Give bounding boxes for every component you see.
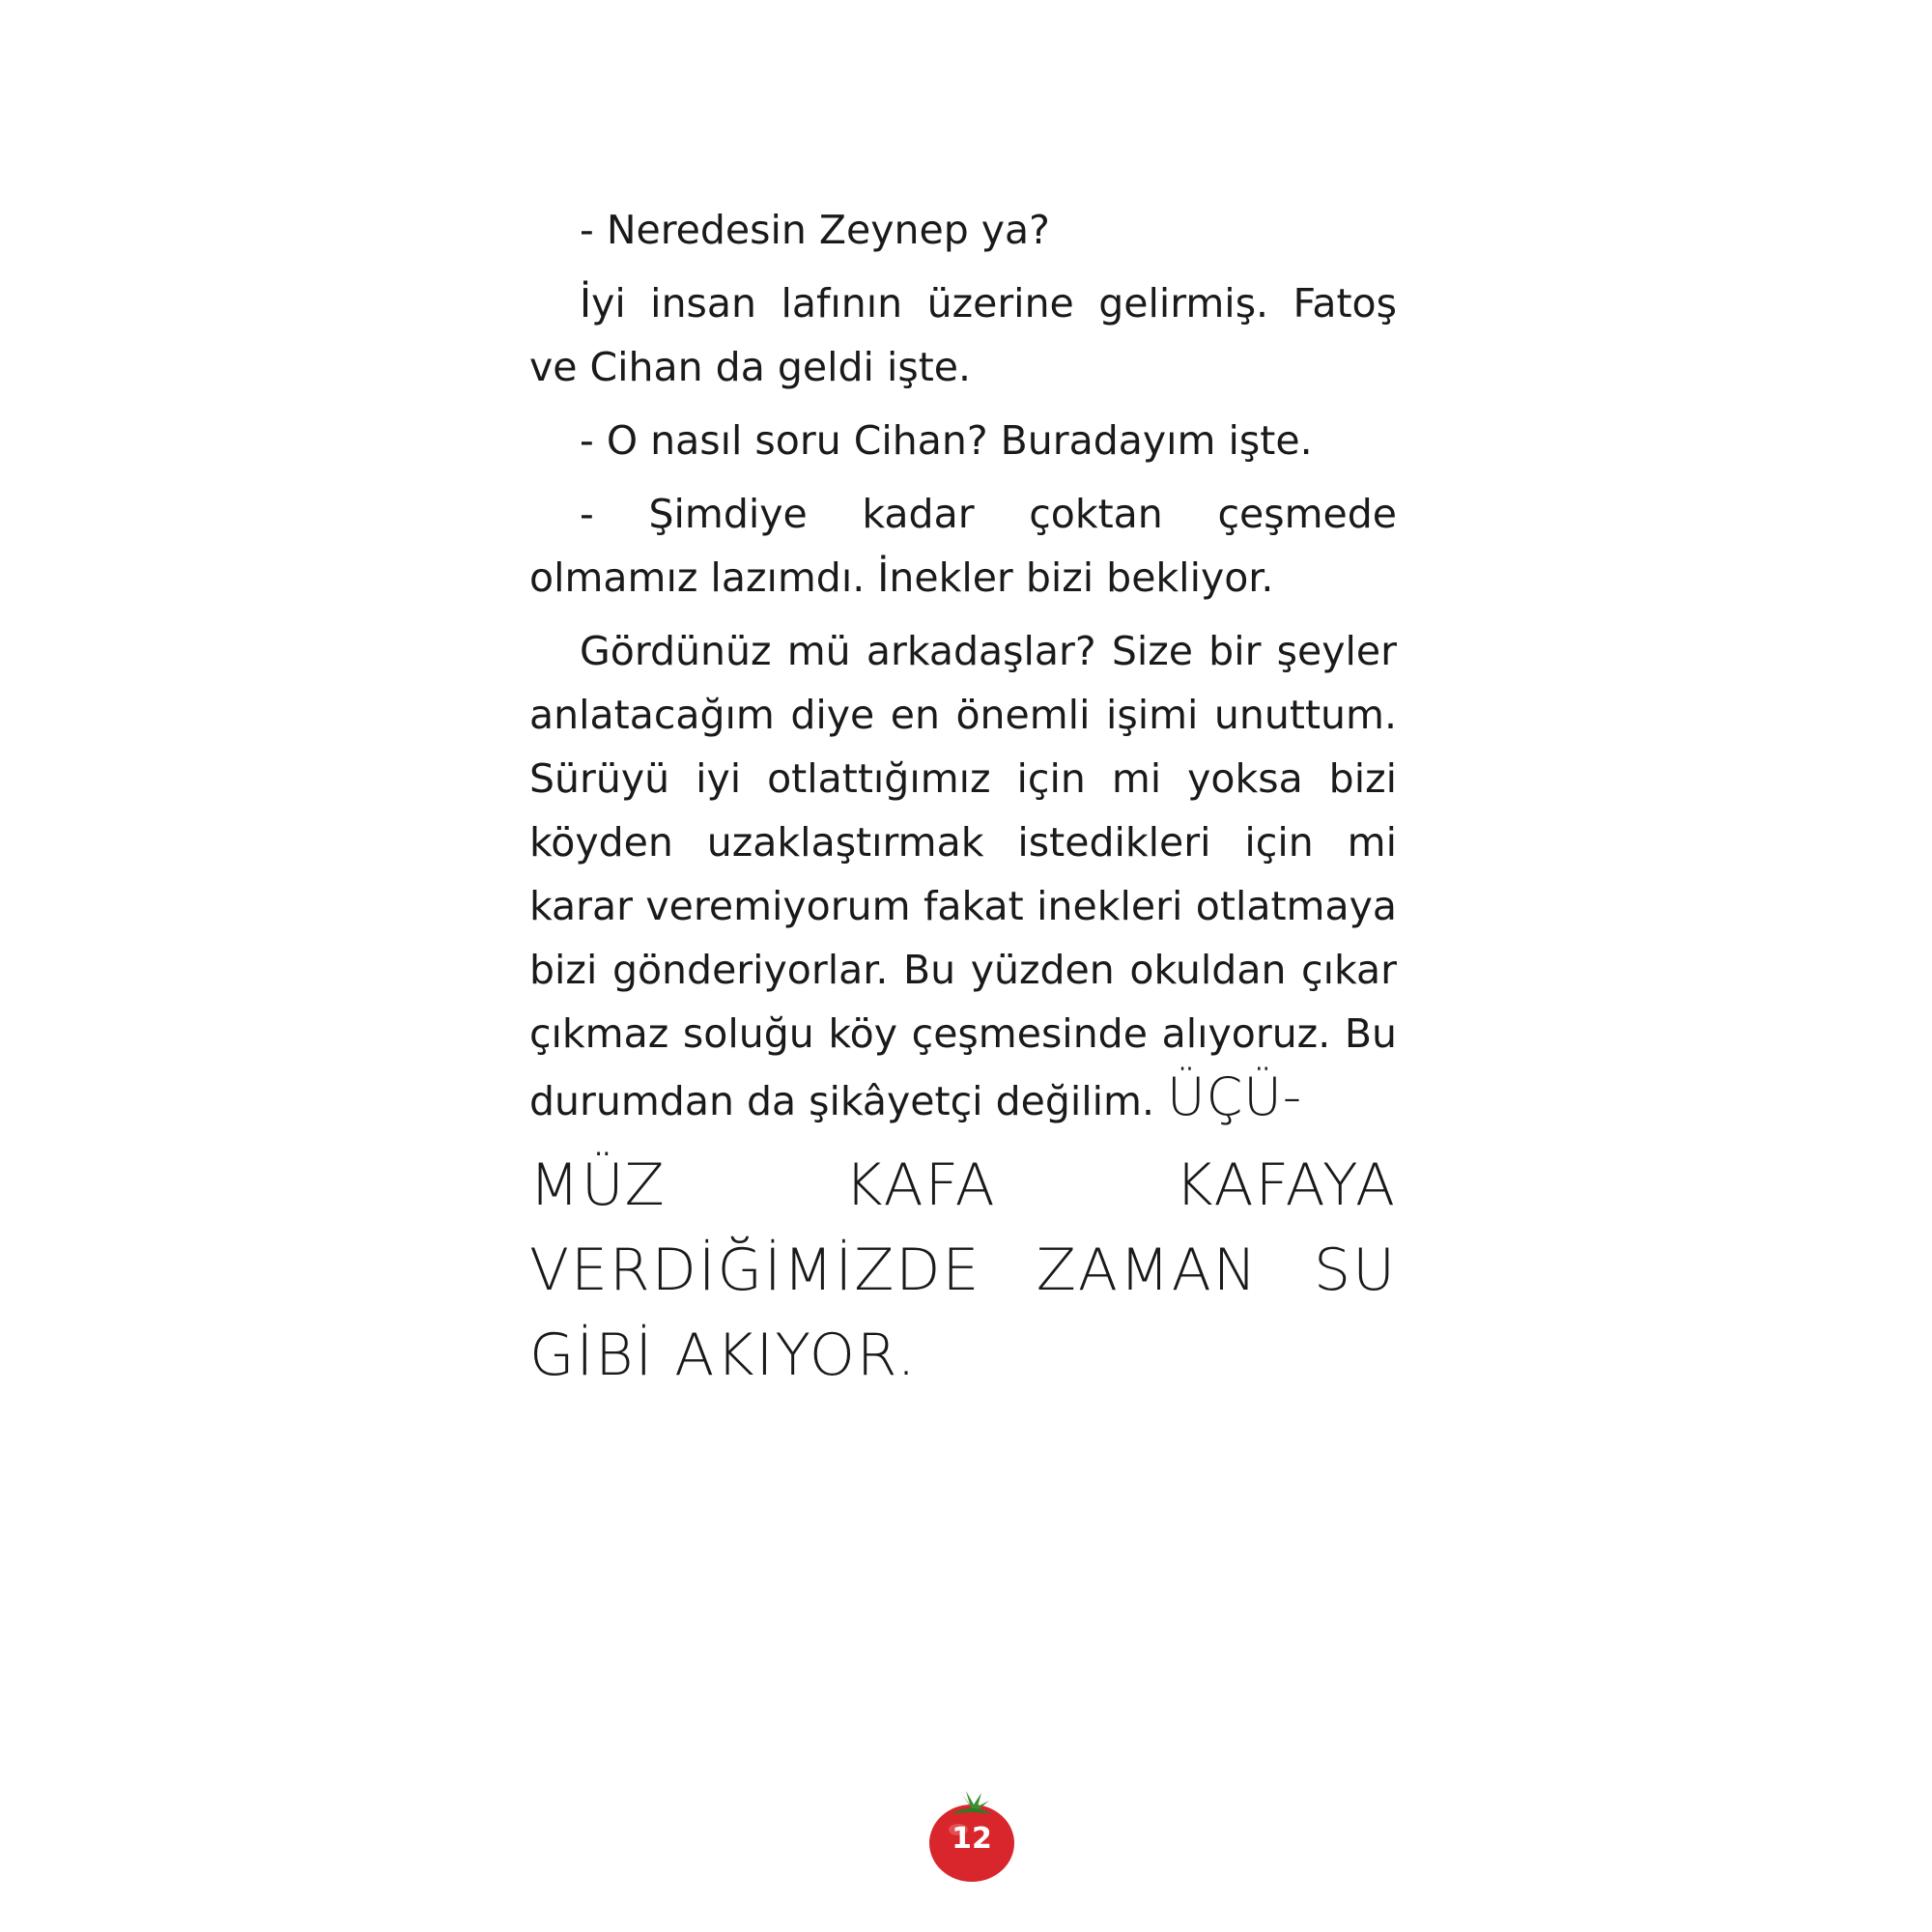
page-number: 12 bbox=[952, 1822, 992, 1856]
page-body bbox=[529, 198, 1397, 1407]
dialogue-line: - Şimdiye kadar çoktan çeşmede olmamız lazımdı. İnekler bizi bekliyor. bbox=[529, 491, 1397, 601]
narration-text: Gördünüz mü arkadaşlar? Size bir şeyler anlatacağım diye en önemli işimi unuttum. Sürüyü iyi otlattığımız için mi yoksa bizi köyden uzaklaştırmak istedikleri için mi karar veremiyorum fakat inekleri otlatmaya bizi gönderiyorlar. Bu yüzden okuldan çıkar çıkmaz soluğu köy çeşmesinde alıyoruz. Bu durumdan da şikâyetçi değilim. bbox=[529, 628, 1397, 1124]
page-number-badge bbox=[923, 1787, 1020, 1884]
narration-paragraph bbox=[529, 619, 1397, 1133]
dialogue-line: - O nasıl soru Cihan? Buradayım işte. bbox=[580, 417, 1313, 464]
narration-paragraph: İyi insan lafının üzerine gelirmiş. Fatoş ve Cihan da geldi işte. bbox=[529, 280, 1397, 390]
emphasis-text-block: MÜZ KAFA KAFAYA VERDİĞİMİZDE ZAMAN SU GİBİ AKIYOR. bbox=[529, 1151, 1397, 1389]
dialogue-line: - Neredesin Zeynep ya? bbox=[580, 207, 1050, 253]
emphasis-text-inline: ÜÇÜ- bbox=[1167, 1066, 1303, 1127]
